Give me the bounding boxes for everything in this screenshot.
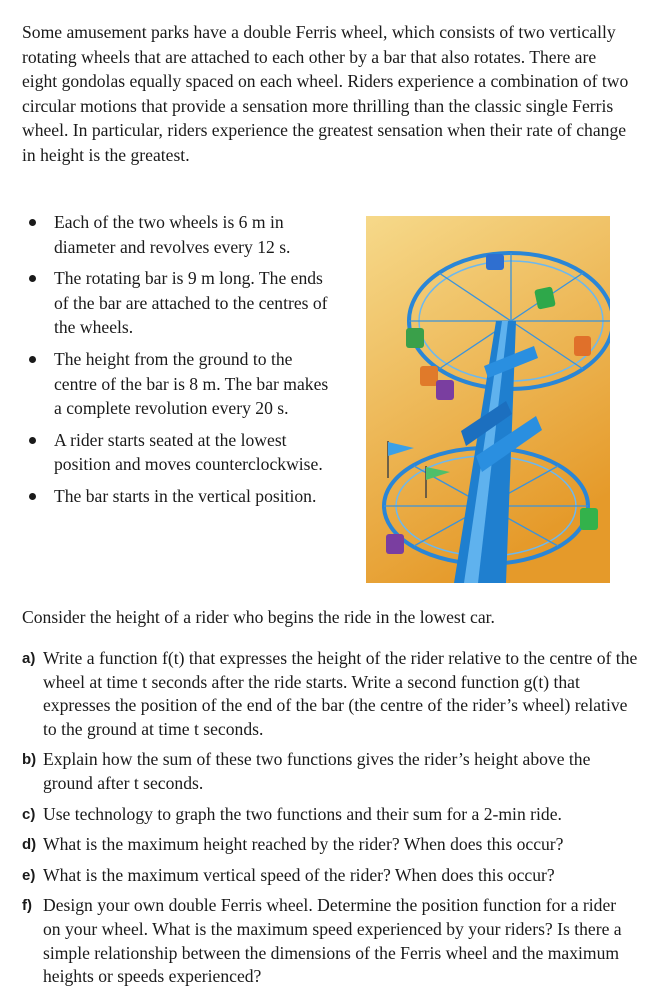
question-label: d) [22, 836, 37, 854]
question-f [22, 894, 638, 988]
spec-item-bar-start [26, 484, 336, 509]
question-text: Write a function f(t) that expresses the height of the rider relative to the centre of the wheel at time t seconds after the ride starts. Write a second function g(t) that expresses the position of the end of the bar (the centre of the rider’s wheel) relative to the ground at time t seconds. [43, 648, 638, 739]
question-text: What is the maximum height reached by the rider? When does this occur? [43, 834, 564, 855]
bullet-icon [29, 356, 36, 363]
spec-text: The bar starts in the vertical position. [54, 485, 317, 506]
question-text: What is the maximum vertical speed of the rider? When does this occur? [43, 864, 555, 885]
question-label: f) [22, 897, 32, 915]
bullet-icon [29, 219, 36, 226]
consider-statement: Consider the height of a rider who begins the ride in the lowest car. [22, 607, 495, 627]
bullet-icon [29, 275, 36, 282]
question-list [22, 647, 638, 996]
question-text: Design your own double Ferris wheel. Determine the position function for a rider on your wheel. What is the maximum speed experienced by your riders? Is there a simple relationship between the dimensions of the Ferris wheel and the maximum heights or speeds experienced? [43, 895, 622, 987]
intro-paragraph: Some amusement parks have a double Ferris wheel, which consists of two vertically rotating wheels that are attached to each other by a bar that also rotates. There are eight gondolas equally spaced on each wheel. Riders experience a combination of two circular motions that provide a sensation more thrilling than the classic single Ferris wheel. In particular, riders experience the greatest sensation when their rate of change in height is the greatest. [22, 22, 629, 165]
question-d [22, 833, 638, 857]
question-b [22, 748, 638, 795]
specification-list [26, 210, 336, 516]
question-e [22, 864, 638, 888]
bullet-icon [29, 493, 36, 500]
question-label: c) [22, 805, 36, 823]
question-text: Explain how the sum of these two functions gives the rider’s height above the ground after t seconds. [43, 749, 591, 793]
spec-text: The rotating bar is 9 m long. The ends of the bar are attached to the centres of the wheels. [54, 268, 328, 338]
question-text: Use technology to graph the two functions and their sum for a 2-min ride. [43, 803, 562, 824]
spec-item-height [26, 347, 336, 421]
spec-item-start [26, 428, 336, 477]
spec-item-bar [26, 266, 336, 340]
spec-text: Each of the two wheels is 6 m in diameter and revolves every 12 s. [54, 212, 291, 257]
question-label: e) [22, 866, 36, 884]
question-a [22, 647, 638, 741]
spec-text: A rider starts seated at the lowest position and moves counterclockwise. [54, 429, 323, 475]
bullet-icon [29, 437, 36, 444]
spec-text: The height from the ground to the centre of the bar is 8 m. The bar makes a complete revolution every 20 s. [54, 348, 329, 419]
question-label: a) [22, 650, 36, 667]
spec-item-wheels [26, 210, 336, 259]
question-label: b) [22, 751, 37, 769]
ferris-wheel-photo [366, 216, 610, 583]
question-c [22, 803, 638, 827]
